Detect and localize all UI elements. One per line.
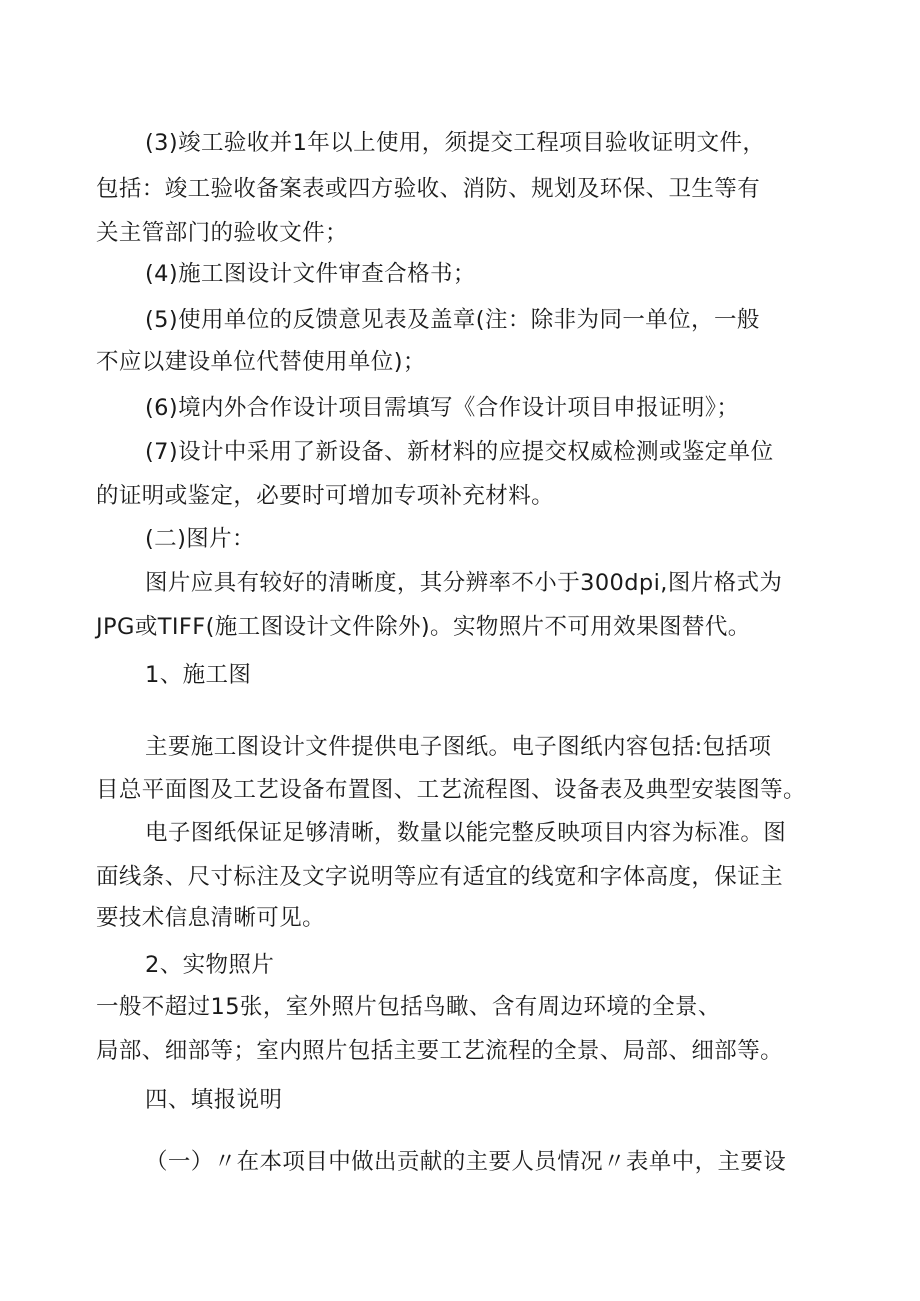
text-line: 要技术信息清晰可见。 bbox=[96, 905, 326, 931]
text-line: (3)竣工验收并1年以上使用，须提交工程项目验收证明文件， bbox=[145, 130, 766, 156]
section-heading: 四、填报说明 bbox=[145, 1087, 283, 1113]
text-line: (7)设计中采用了新设备、新材料的应提交权威检测或鉴定单位 bbox=[145, 439, 774, 465]
text-line: 主要施工图设计文件提供电子图纸。电子图纸内容包括:包括项 bbox=[145, 734, 772, 760]
text-line: (6)境内外合作设计项目需填写《合作设计项目申报证明》； bbox=[145, 395, 740, 421]
text-line: 的证明或鉴定，必要时可增加专项补充材料。 bbox=[96, 483, 555, 509]
text-line: (5)使用单位的反馈意见表及盖章(注：除非为同一单位，一般 bbox=[145, 307, 760, 333]
section-heading: (二)图片： bbox=[145, 526, 255, 552]
text-line: （一）〃在本项目中做出贡献的主要人员情况〃表单中，主要设 bbox=[145, 1149, 787, 1175]
text-line: 面线条、尺寸标注及文字说明等应有适宜的线宽和字体高度，保证主 bbox=[96, 864, 784, 890]
text-line: 电子图纸保证足够清晰，数量以能完整反映项目内容为标准。图 bbox=[145, 820, 787, 846]
section-heading: 1、施工图 bbox=[145, 662, 252, 688]
text-line: 一般不超过15张，室外照片包括鸟瞰、含有周边环境的全景、 bbox=[96, 994, 721, 1020]
text-line: (4)施工图设计文件审查合格书； bbox=[145, 261, 476, 287]
section-heading: 2、实物照片 bbox=[145, 952, 275, 978]
text-line: JPG或TIFF(施工图设计文件除外)。实物照片不可用效果图替代。 bbox=[96, 614, 751, 640]
text-line: 图片应具有较好的清晰度，其分辨率不小于300dpi,图片格式为 bbox=[145, 570, 783, 596]
text-line: 关主管部门的验收文件； bbox=[96, 220, 348, 246]
text-line: 局部、细部等；室内照片包括主要工艺流程的全景、局部、细部等。 bbox=[96, 1038, 784, 1064]
text-line: 目总平面图及工艺设备布置图、工艺流程图、设备表及典型安装图等。 bbox=[96, 777, 806, 803]
text-line: 包括：竣工验收备案表或四方验收、消防、规划及环保、卫生等有 bbox=[96, 176, 761, 202]
text-line: 不应以建设单位代替使用单位)； bbox=[96, 349, 426, 375]
